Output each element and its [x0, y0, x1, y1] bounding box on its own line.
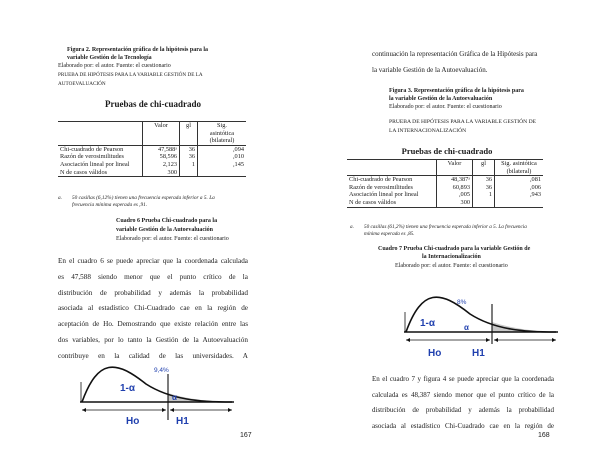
paragraph-line: distribución de probabilidad y además la probabilidad — [372, 406, 554, 414]
arrowhead-left — [170, 408, 174, 412]
paragraph-line: asociada al estadístico Chi-Cuadrado cae en la región de — [372, 421, 554, 430]
row-sig — [198, 169, 247, 177]
ho-label: Ho — [428, 348, 442, 359]
cuadro-7-source: Elaborado por: el autor. Fuente: el cuestionario — [395, 263, 508, 269]
row-sig — [495, 199, 544, 207]
arrowhead-right — [486, 338, 490, 342]
row-gl — [473, 199, 495, 207]
left-hypothesis-diagram — [76, 362, 238, 430]
right-hypothesis-diagram — [400, 292, 560, 360]
paragraph-line: asociada al estadístico Chi-Cuadrado cae en la región de — [58, 304, 248, 313]
alpha-label: α — [464, 323, 469, 332]
paragraph-line: aceptación de Ho. Demostrando que existe relación entre las — [58, 320, 248, 329]
left-table-title: Pruebas de chi-cuadrado — [104, 99, 201, 109]
right-table-footnote-line-1: 50 casillas (61,2%) tienen una frecuencia esperada inferior a 5. La frecuencia — [364, 224, 527, 230]
left-chi-square-table — [58, 121, 246, 177]
right-table-footnote-line-2: mínima esperada es ,85. — [364, 231, 415, 237]
paragraph-line: En el cuadro 6 se puede apreciar que la coordenada calculada — [58, 257, 248, 265]
paragraph-line: dos variables, por lo tanto la Gestión de la Autoevaluación — [58, 335, 248, 344]
figure-2-title-line-1: Figura 2. Representación gráfica de la hipótesis para la — [67, 47, 209, 53]
row-sig: ,010 — [232, 153, 244, 161]
page-number-left: 167 — [240, 432, 252, 439]
cuadro-6-title-line-1: Cuadro 6 Prueba Chi-cuadrado para la — [116, 218, 218, 224]
arrowhead-right — [228, 408, 232, 412]
row-valor: 60,893 — [437, 184, 473, 192]
left-table-footnote-line-2: frecuencia mínima esperada es ,91. — [72, 202, 148, 208]
right-intro-line-2: la variable Gestión de la Autoevaluación. — [372, 66, 488, 74]
row-valor: ,005 — [437, 191, 473, 199]
left-table-footnote-mark: a. — [58, 195, 62, 201]
row-valor: 300 — [143, 169, 180, 177]
percentage-label: 8% — [457, 299, 467, 306]
left-table-header-sig-2: asintótica — [209, 129, 235, 137]
left-table-header-sig-3: (bilateral) — [198, 137, 247, 145]
table-row — [347, 199, 543, 207]
table-row — [347, 191, 543, 199]
row-sig: ,943 — [529, 191, 541, 199]
table-row — [347, 184, 543, 192]
cuadro-6-title-line-2: variable Gestión de la Autoevaluación — [116, 227, 214, 233]
percentage-label: 9,4% — [154, 367, 169, 374]
figure-2-caps-line-1: PRUEBA DE HIPÓTESIS PARA LA VARIABLE GESTIÓN DE LA — [58, 72, 203, 78]
row-gl: 36 — [473, 176, 495, 184]
row-gl: 1 — [473, 191, 495, 199]
cuadro-7-title-line-2: la Internacionalización — [422, 254, 481, 260]
ho-label: Ho — [126, 416, 140, 427]
row-valor: 58,596 — [143, 153, 180, 161]
left-table-footnote-line-1: 50 casillas (6,12%) tienen una frecuencia esperada inferior a 5. La — [72, 195, 215, 201]
right-chi-square-table — [347, 159, 543, 208]
row-sig: ,006 — [529, 183, 541, 191]
right-table-header-sig: Sig. asintótica — [495, 160, 544, 168]
figure-3-caps-line-1: PRUEBA DE HIPÓTESIS PARA LA VARIABLE GESTIÓN DE — [389, 119, 537, 125]
right-table-title: Pruebas de chi-cuadrado — [401, 146, 493, 156]
left-table-header-valor: Valor — [143, 122, 180, 130]
cuadro-7-title-line-1: Cuadro 7 Prueba Chi-cuadrado para la variable Gestión de — [378, 246, 531, 252]
arrowhead-left — [82, 408, 86, 412]
table-row — [347, 176, 543, 184]
figure-2-caps-line-2: AUTOEVALUACIÓN — [58, 81, 106, 87]
row-label: Chi-cuadrado de Pearson — [347, 176, 437, 184]
paragraph-line: distribución de probabilidad y además la probabilidad — [58, 288, 248, 297]
h1-label: H1 — [472, 348, 485, 359]
row-sig: ,145 — [232, 160, 244, 168]
row-valor: 2,123 — [143, 161, 180, 169]
figure-2-title-line-2: variable Gestión de la Tecnología — [67, 55, 152, 61]
figure-3-title-line-2: la variable Gestión de la Autoevaluación — [389, 96, 493, 102]
table-row — [58, 153, 246, 161]
left-paragraph — [58, 254, 248, 365]
right-table-header-sig-2: (bilateral) — [495, 168, 544, 176]
row-label: N de casos válidos — [58, 169, 143, 177]
table-row — [58, 161, 246, 169]
row-valor: 300 — [437, 199, 473, 207]
left-table-header-gl: gl — [180, 122, 198, 130]
left-table-header-blank — [58, 122, 143, 130]
arrowhead-left — [406, 338, 410, 342]
paragraph-line: calculada es 48,387 siendo menor que el punto crítico de la — [372, 390, 554, 399]
paragraph-line: es 47,588 siendo menor que el punto crítico de la — [58, 272, 248, 281]
table-row — [58, 169, 246, 177]
arrowhead-left — [494, 338, 498, 342]
row-label: N de casos válidos — [347, 199, 437, 207]
row-gl: 36 — [180, 145, 198, 153]
row-label: Asociación lineal por lineal — [58, 161, 143, 169]
row-valor: 47,588ᵃ — [143, 145, 180, 153]
paragraph-line: En el cuadro 7 y figura 4 se puede apreciar que la coordenada — [372, 375, 554, 383]
cuadro-6-source: Elaborado por: el autor. Fuente: el cuestionario — [116, 236, 229, 242]
table-row — [58, 145, 246, 153]
row-sig: ,081 — [529, 176, 541, 184]
figure-3-caps-line-2: LA INTERNACIONALIZACIÓN — [389, 128, 467, 134]
one-minus-alpha-label: 1-α — [420, 318, 436, 329]
arrowhead-right — [552, 338, 556, 342]
right-table-header-blank — [347, 160, 437, 168]
row-gl — [180, 169, 198, 177]
alpha-label: α — [172, 393, 177, 402]
right-paragraph — [372, 372, 554, 434]
row-gl: 36 — [473, 184, 495, 192]
paragraph-line: contribuye en la calidad de las universidades. A — [58, 351, 248, 360]
arrowhead-right — [162, 408, 166, 412]
row-gl: 1 — [180, 161, 198, 169]
right-intro-line-1: continuación la representación Gráfica de la Hipótesis para — [372, 50, 538, 58]
row-label: Razón de verosimilitudes — [58, 153, 143, 161]
figure-3-title-line-1: Figura 3. Representación gráfica de la hipótesis para — [389, 88, 524, 94]
figure-3-source: Elaborado por: el autor. Fuente: el cuestionario — [389, 104, 502, 110]
right-table-header-gl: gl — [473, 160, 495, 168]
right-table-header-valor: Valor — [437, 160, 473, 168]
row-label: Razón de verosimilitudes — [347, 184, 437, 192]
row-label: Asociación lineal por lineal — [347, 191, 437, 199]
page-number-right: 168 — [538, 432, 550, 439]
row-valor: 48,387ᵃ — [437, 176, 473, 184]
h1-label: H1 — [176, 416, 189, 427]
figure-2-source: Elaborado por: el autor. Fuente: el cuestionario — [58, 63, 171, 69]
one-minus-alpha-label: 1-α — [120, 383, 136, 394]
row-sig: ,094 — [232, 145, 244, 153]
row-gl: 36 — [180, 153, 198, 161]
left-table-header-sig: Sig. — [198, 122, 247, 130]
right-table-footnote-mark: a. — [350, 224, 354, 230]
row-label: Chi-cuadrado de Pearson — [58, 145, 143, 153]
